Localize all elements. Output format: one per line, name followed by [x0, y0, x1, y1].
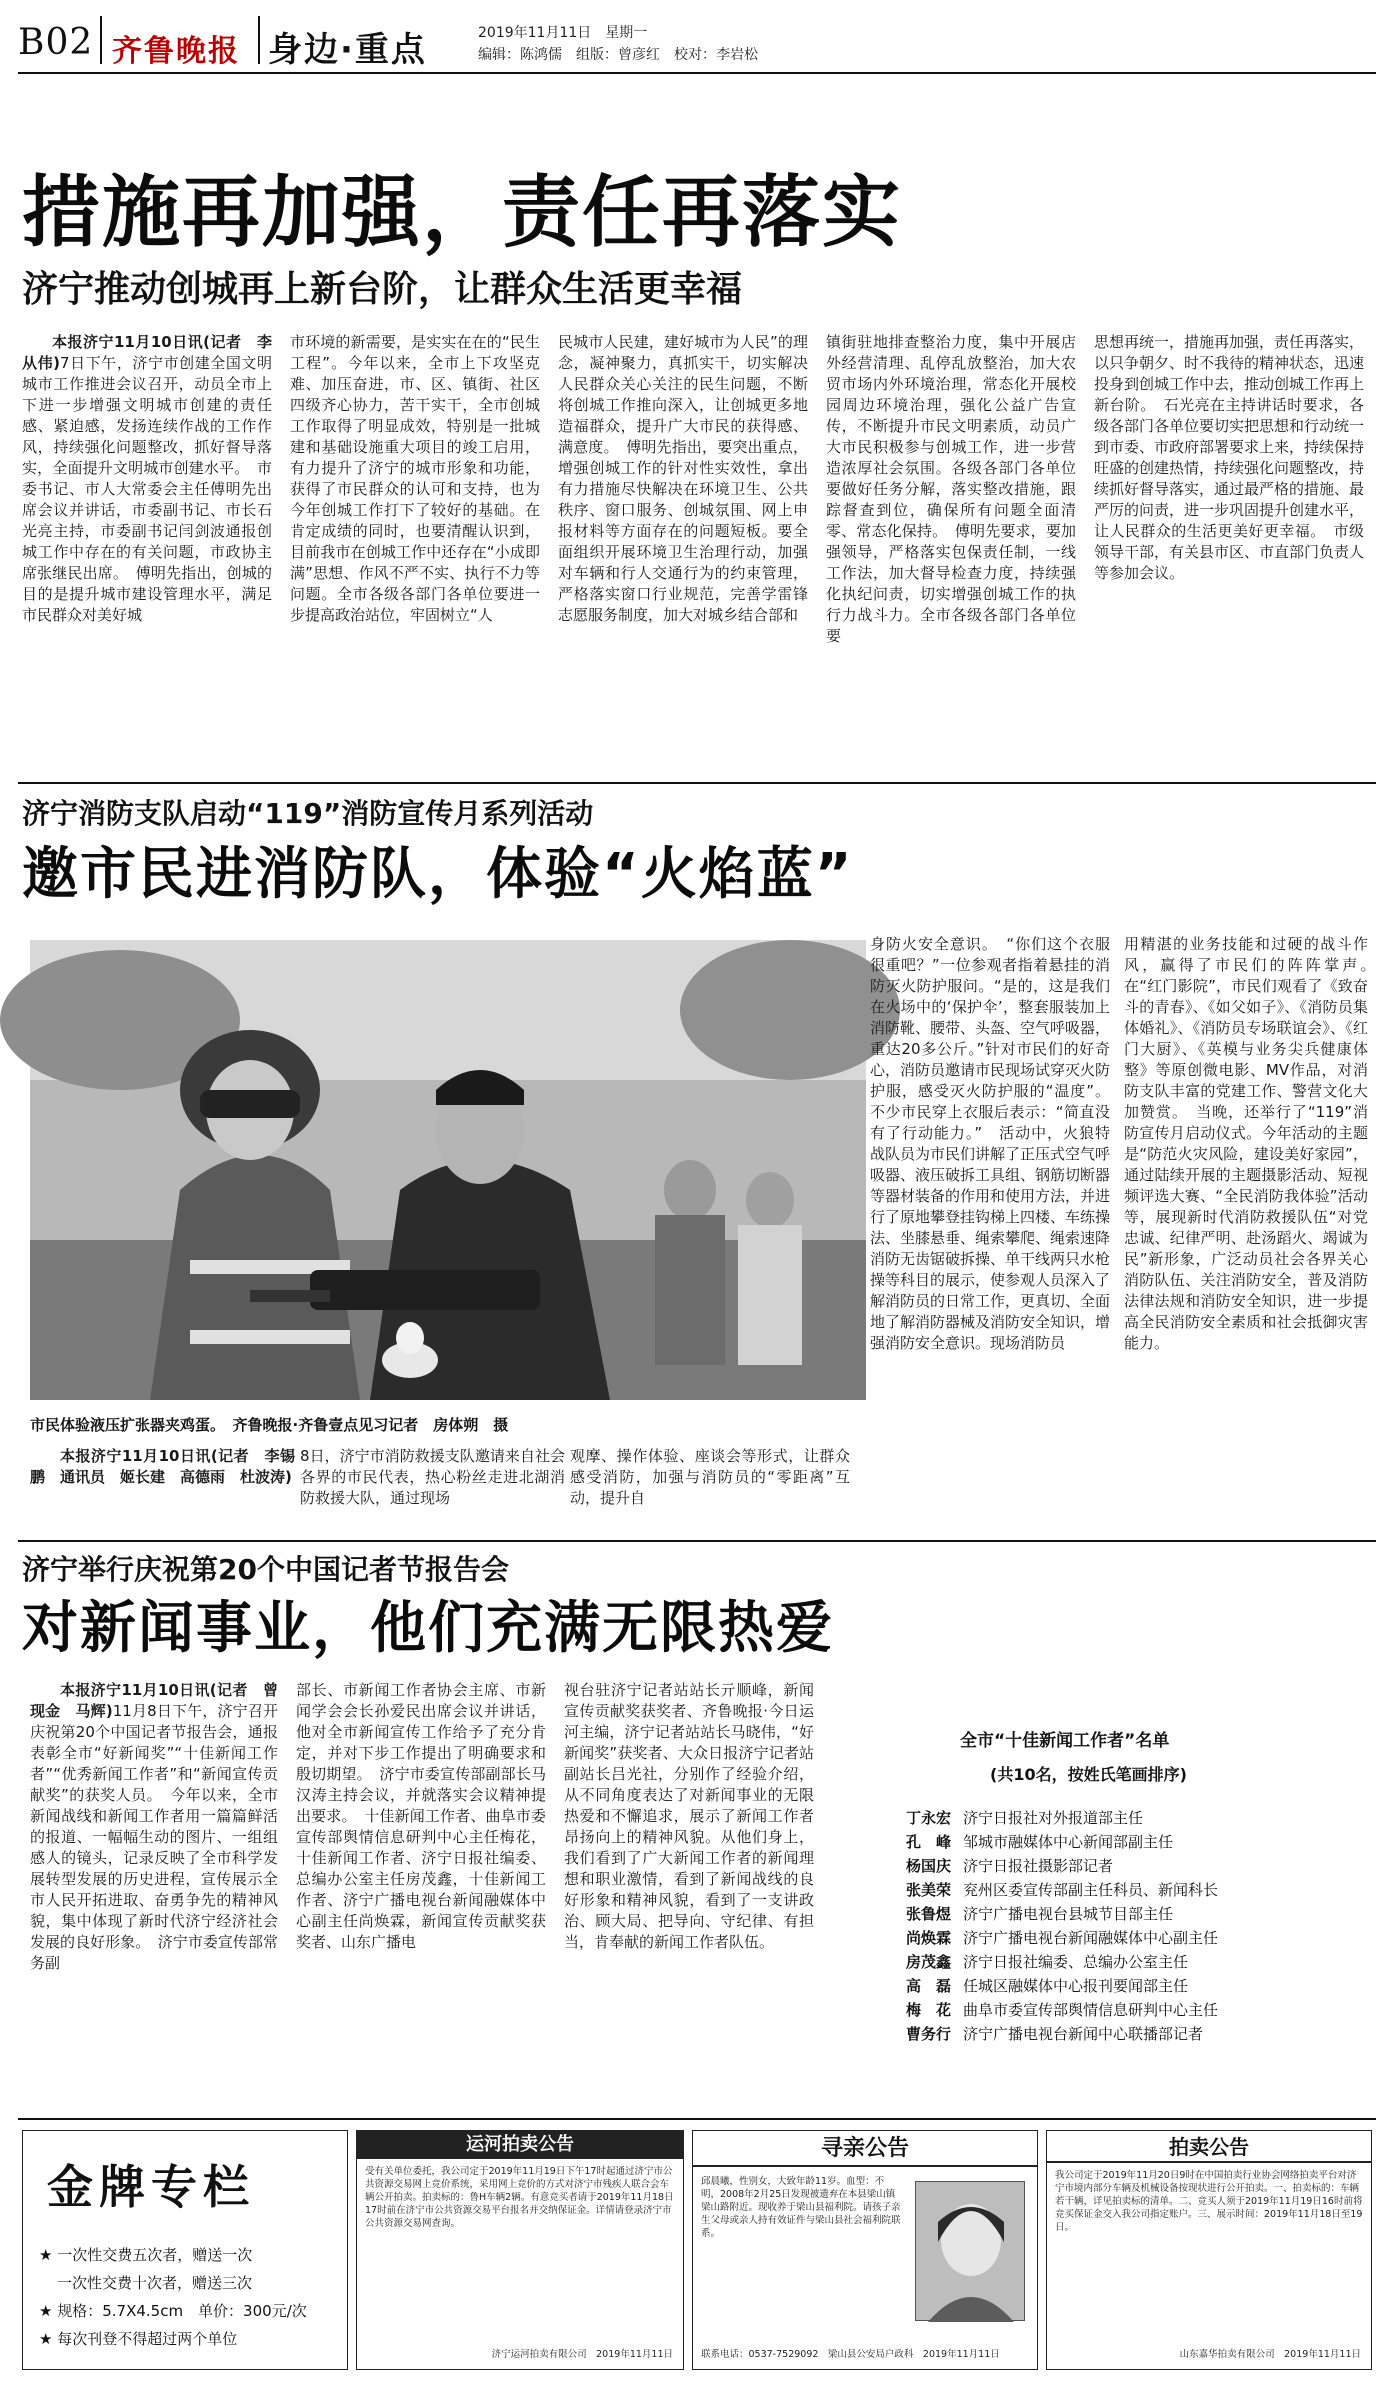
newspaper-logo: 齐鲁晚报 [112, 34, 240, 69]
photo-caption: 市民体验液压扩张器夹鸡蛋。 齐鲁晚报·齐鲁壹点见习记者 房体朔 摄 [30, 1416, 509, 1434]
jinpai-ad [22, 2130, 348, 2370]
jinpai-line-2: 一次性交费十次者，赠送三次 [57, 2274, 253, 2292]
award-person-name: 丁永宏 [906, 1809, 952, 1827]
award-person-name: 张鲁煜 [906, 1905, 952, 1923]
award-person-name: 尚焕霖 [906, 1929, 952, 1947]
award-person-unit: 济宁日报社编委、总编办公室主任 [963, 1953, 1189, 1971]
award-person-unit: 济宁广播电视台新闻中心联播部记者 [963, 2025, 1204, 2043]
award-person-unit: 兖州区委宣传部副主任科员、新闻科长 [963, 1881, 1219, 1899]
award-person-unit: 邹城市融媒体中心新闻部副主任 [963, 1833, 1174, 1851]
jinpai-line-4: ★ 每次刊登不得超过两个单位 [39, 2330, 238, 2348]
article1-column-4 [826, 332, 1076, 772]
article2-kicker: 济宁消防支队启动“119”消防宣传月系列活动 [22, 797, 594, 830]
award-person-name: 曹务行 [906, 2025, 952, 2043]
jinpai-line-3: ★ 规格：5.7X4.5cm 单价：300元/次 [39, 2302, 307, 2320]
header-divider [258, 16, 260, 64]
award-name-row [900, 1830, 1224, 1854]
layout-credit: 组版：曾彦红 [576, 47, 660, 63]
article2-below-photo-3 [570, 1446, 850, 1530]
award-person-unit: 济宁日报社对外报道部主任 [963, 1809, 1144, 1827]
article2-below-photo-2 [300, 1446, 565, 1530]
article1-text-1: 7日下午，济宁市创建全国文明城市工作推进会议召开，动员全市上下进一步增强文明城市创建的责任感、紧迫感，发扬连续作战的工作作风，持续强化问题整改，抓好督导落实，全面提升文明城市创建水平。 市委书记、市人大常委会主任傅明先出席会议并讲话，市委副书记、市长石光亮主持，市委副书记闫剑波通报创城工作中存在的有关问题，市政协主席张继民出席。 傅明先指出，创城的目的是提升城市建设管理水平，满足市民群众对美好城 [22, 354, 273, 624]
award-list-title: 全市“十佳新闻工作者”名单 [960, 1731, 1170, 1751]
award-person-name: 梅 花 [906, 2001, 952, 2019]
article2-column-b [1124, 934, 1384, 1534]
award-name-row [900, 1974, 1224, 1998]
header-date: 2019年11月11日 [478, 25, 592, 41]
xunqin-ad [692, 2130, 1038, 2370]
article2-text-below-1: 8日，济宁市消防救援支队邀请来自社会各界的市民代表，热心粉丝走进北湖消防救援大队，通过现场 [300, 1447, 565, 1507]
yunhe-contact: 济宁运河拍卖有限公司 2019年11月11日 [491, 2349, 673, 2360]
award-list-subtitle: (共10名，按姓氏笔画排序) [990, 1765, 1187, 1784]
section-rule [18, 1540, 1376, 1542]
award-person-name: 杨国庆 [906, 1857, 952, 1875]
article1-text-5: 思想再统一，措施再加强，责任再落实，以只争朝夕、时不我待的精神状态，迅速投身到创城工作中去，推动创城工作再上新台阶。 石光亮在主持讲话时要求，各级各部门各单位要切实把思想和行动统一到市委、市政府部署要求上来，持续保持旺盛的创建热情，持续强化问题整改，持续抓好督导落实，通过最严格的措施、最严厉的问责，进一步巩固提升创建水平，让人民群众的生活更美好更幸福。 市级领导干部，有关县市区、市直部门负责人等参加会议。 [1094, 333, 1365, 582]
section-rule [18, 2118, 1376, 2120]
firefighter-scene-image [30, 940, 866, 1400]
article1-column-3 [558, 332, 808, 772]
article3-column-3 [564, 1680, 814, 2110]
award-person-name: 孔 峰 [906, 1833, 952, 1851]
article3-text-3: 视台驻济宁记者站站长亓顺峰，新闻宣传贡献奖获奖者、齐鲁晚报·今日运河主编，济宁记者站站长马晓伟，“好新闻奖”获奖者、大众日报济宁记者站副站长吕光社，分别作了经验介绍，从不同角度表达了对新闻事业的无限热爱和不懈追求，展示了新闻工作者昂扬向上的精神风貌。从他们身上，我们看到了广大新闻工作者的新闻理想和职业激情，看到了新闻战线的良好形象和精神风貌，看到了一支讲政治、顾大局、把导向、守纪律、有担当，肯奉献的新闻工作者队伍。 [564, 1681, 814, 1951]
award-name-row [900, 1806, 1224, 1830]
article3-column-2 [296, 1680, 546, 2110]
article2-text-a: 身防火安全意识。 “你们这个衣服很重吧？”一位参观者指着悬挂的消防灭火防护服问。“是的，这是我们在火场中的‘保护伞’，整套服装加上消防靴、腰带、头盔、空气呼吸器，重达20多公斤。”针对市民们的好奇心，消防员邀请市民现场试穿灭火防护服，感受灭火防护服的“温度”。不少市民穿上衣服后表示：“简直没有了行动能力。” 活动中，火狼特战队员为市民们讲解了正压式空气呼吸器、液压破拆工具组、钢筋切断器等器材装备的作用和使用方法，并进行了原地攀登挂钩梯上四楼、车练操法、坐膝悬垂、绳索攀爬、绳索速降消防无齿锯破拆操、单干线两只水枪操等科目的展示，使参观人员深入了解消防员的日常工作，更真切、全面地了解消防器械及消防安全知识，增强消防安全意识。现场消防员 [870, 935, 1111, 1352]
award-name-row [900, 1854, 1224, 1878]
article1-subhead: 济宁推动创城再上新台阶，让群众生活更幸福 [22, 269, 743, 310]
paimai-contact: 山东嘉华拍卖有限公司 2019年11月11日 [1179, 2349, 1361, 2360]
header-weekday: 星期一 [605, 25, 648, 41]
award-person-name: 张美荣 [906, 1881, 952, 1899]
award-person-unit: 曲阜市委宣传部舆情信息研判中心主任 [963, 2001, 1219, 2019]
editor-credit: 编辑：陈鸿儒 [478, 47, 562, 63]
xunqin-title: 寻亲公告 [693, 2131, 1037, 2167]
proof-credit: 校对：李岩松 [674, 47, 758, 63]
article1-dateline: 本报济宁11月10日讯(记者 李从伟) [22, 333, 272, 372]
award-person-unit: 济宁广播电视台县城节目部主任 [963, 1905, 1174, 1923]
award-name-row [900, 1926, 1224, 1950]
article1-column-5 [1094, 332, 1364, 772]
header-credits [478, 44, 758, 64]
xunqin-contact: 联系电话：0537-7529092 梁山县公安局户政科 2019年11月11日 [701, 2349, 1000, 2360]
article2-headline: 邀市民进消防队，体验“火焰蓝” [22, 842, 854, 907]
article1-column-1 [22, 332, 272, 772]
award-person-unit: 济宁日报社摄影部记者 [963, 1857, 1114, 1875]
xunqin-body: 邱晨曦，性别女，大致年龄11岁。血型：不明，2008年2月25日发现被遗弃在本县梁山镇梁山路附近。现收养于梁山县福利院。请孩子亲生父母或亲人持有效证件与梁山县社会福利院联系。 [701, 2176, 901, 2239]
jinpai-title: 金牌专栏 [47, 2160, 255, 2214]
article2-below-photo-1 [30, 1446, 295, 1530]
award-name-row [900, 1950, 1224, 1974]
paimai-body: 我公司定于2019年11月20日9时在中国拍卖行业协会网络拍卖平台对济宁市境内部分车辆及机械设备按现状进行公开拍卖。一、拍卖标的：车辆若干辆，详见拍卖标的清单。二、竞买人须于2019年11月19日16时前将竞买保证金交入我公司指定账户。三、展示时间：2019年11月18日至19日。 [1055, 2170, 1363, 2233]
award-person-unit: 任城区融媒体中心报刊要闻部主任 [963, 1977, 1189, 1995]
article3-text-2: 部长、市新闻工作者协会主席、市新闻学会会长孙爱民出席会议并讲话，他对全市新闻宣传工作给予了充分肯定，并对下步工作提出了明确要求和殷切期望。 济宁市委宣传部副部长马汉涛主持会议，并就落实会议精神提出要求。 十佳新闻工作者、曲阜市委宣传部舆情信息研判中心主任梅花，十佳新闻工作者、济宁日报社编委、总编办公室主任房茂鑫，十佳新闻工作者、济宁广播电视台新闻融媒体中心副主任尚焕霖，新闻宣传贡献奖获奖者、山东广播电 [296, 1681, 546, 1951]
header-divider [100, 16, 102, 64]
award-name-row [900, 1878, 1224, 1902]
article1-text-2: 市环境的新需要，是实实在在的“民生工程”。今年以来，全市上下攻坚克难、加压奋进，市、区、镇街、社区四级齐心协力，苦干实干，全市创城工作取得了明显成效，特别是一批城建和基础设施重大项目的竣工启用，有力提升了济宁的城市形象和功能，获得了市民群众的认可和支持，也为今年创城工作打下了较好的基础。在肯定成绩的同时，也要清醒认识到，目前我市在创城工作中还存在“小成即满”思想、作风不严不实、执行不力等问题。全市各级各部门各单位要进一步提高政治站位，牢固树立“人 [290, 333, 540, 624]
article3-kicker: 济宁举行庆祝第20个中国记者节报告会 [22, 1553, 509, 1586]
section-title: 身边·重点 [268, 30, 427, 70]
article3-headline: 对新闻事业，他们充满无限热爱 [22, 1596, 834, 1661]
header-rule [18, 72, 1376, 74]
award-person-name: 房茂鑫 [906, 1953, 952, 1971]
paimai-ad [1046, 2130, 1372, 2370]
article1-headline: 措施再加强，责任再落实 [22, 168, 903, 258]
article2-text-below-2: 观摩、操作体验、座谈会等形式，让群众感受消防，加强与消防员的“零距离”互动，提升自 [570, 1447, 850, 1507]
jinpai-line-1: ★ 一次性交费五次者，赠送一次 [39, 2246, 253, 2264]
article1-text-3: 民城市人民建，建好城市为人民”的理念，凝神聚力，真抓实干，切实解决人民群众关心关注的民生问题，不断将创城工作推向深入，让创城更多地造福群众，提升广大市民的获得感、满意度。 傅明先指出，要突出重点，增强创城工作的针对性实效性，拿出有力措施尽快解决在环境卫生、公共秩序、窗口服务、创城氛围、网上申报材料等方面存在的问题短板。要全面组织开展环境卫生治理行动，加强对车辆和行人交通行为的约束管理，严格落实窗口行业规范，完善学雷锋志愿服务制度，加大对城乡结合部和 [558, 333, 808, 624]
award-name-row [900, 1998, 1224, 2022]
yunhe-body: 受有关单位委托，我公司定于2019年11月19日下午17时起通过济宁市公共资源交易网上竞价系统，采用网上竞价的方式对济宁市残疾人联合会车辆公开拍卖。拍卖标的：鲁H车辆2辆。有意竞买者请于2019年11月18日17时前在济宁市公共资源交易平台报名并交纳保证金。详情请登录济宁市公共资源交易网查询。 [365, 2166, 674, 2229]
page-number: B02 [18, 22, 94, 63]
yunhe-auction-ad [356, 2130, 684, 2370]
award-name-row [900, 2022, 1224, 2046]
award-person-unit: 济宁广播电视台新闻融媒体中心副主任 [963, 1929, 1219, 1947]
paimai-title: 拍卖公告 [1047, 2131, 1371, 2163]
article3-dateline: 本报济宁11月10日讯(记者 曾现金 马辉) [30, 1681, 278, 1720]
article1-text-4: 镇街驻地排查整治力度，集中开展店外经营清理、乱停乱放整治，加大农贸市场内外环境治理，常态化开展校园周边环境治理，强化公益广告宣传，不断提升市民文明素质，动员广大市民积极参与创城工作，进一步营造浓厚社会氛围。各级各部门各单位要做好任务分解，落实整改措施，跟踪督查到位，确保所有问题全面清零、常态化保持。 傅明先要求，要加强领导，严格落实包保责任制，一线工作法，加大督导检查力度，持续强化执纪问责，切实增强创城工作的执行力战斗力。全市各级各部门各单位要 [826, 333, 1076, 645]
fire-drill-photo [30, 940, 866, 1400]
article3-column-1 [30, 1680, 278, 2110]
child-portrait-image [916, 2182, 1026, 2322]
article3-text-1: 11月8日下午，济宁召开庆祝第20个中国记者节报告会，通报表彰全市“好新闻奖”“十佳新闻工作者”“优秀新闻工作者”和“新闻宣传贡献奖”的获奖人员。 今年以来，全市新闻战线和新闻工作者用一篇篇鲜活的报道、一幅幅生动的图片、一组组感人的镜头，记录反映了全市科学发展转型发展的历史进程，宣传展示全市人民开拓进取、奋勇争先的精神风貌，集中体现了新时代济宁经济社会发展的良好形象。 济宁市委宣传部常务副 [30, 1702, 279, 1972]
article2-column-a [870, 934, 1110, 1534]
award-person-name: 高 磊 [906, 1977, 952, 1995]
missing-child-photo [915, 2181, 1025, 2321]
yunhe-title: 运河拍卖公告 [357, 2131, 683, 2159]
header-date-line [478, 22, 647, 42]
section-rule [18, 782, 1376, 784]
article2-dateline: 本报济宁11月10日讯(记者 李锡鹏 通讯员 姬长建 高德雨 杜波涛) [30, 1447, 295, 1486]
award-names-table [900, 1806, 1224, 2046]
article1-column-2 [290, 332, 540, 772]
jinpai-terms [39, 2241, 307, 2353]
award-name-row [900, 1902, 1224, 1926]
article2-text-b: 用精湛的业务技能和过硬的战斗作风，赢得了市民们的阵阵掌声。 在“红门影院”，市民们观看了《致奋斗的青春》、《如父如子》、《消防员集体婚礼》、《消防员专场联谊会》、《红门大厨》、《英模与业务尖兵健康体整》等原创微电影、MV作品，对消防支队丰富的党建工作、警营文化大加赞赏。 当晚，还举行了“119”消防宣传月启动仪式。今年活动的主题是“防范火灾风险，建设美好家园”，通过陆续开展的主题摄影活动、短视频评选大赛、“全民消防我体验”活动等，展现新时代消防救援队伍“对党忠诚、纪律严明、赴汤蹈火、竭诚为民”新形象，广泛动员社会各界关心消防队伍、关注消防安全，普及消防法律法规和消防安全知识，进一步提高全民消防安全素质和社会抵御灾害能力。 [1124, 935, 1384, 1352]
